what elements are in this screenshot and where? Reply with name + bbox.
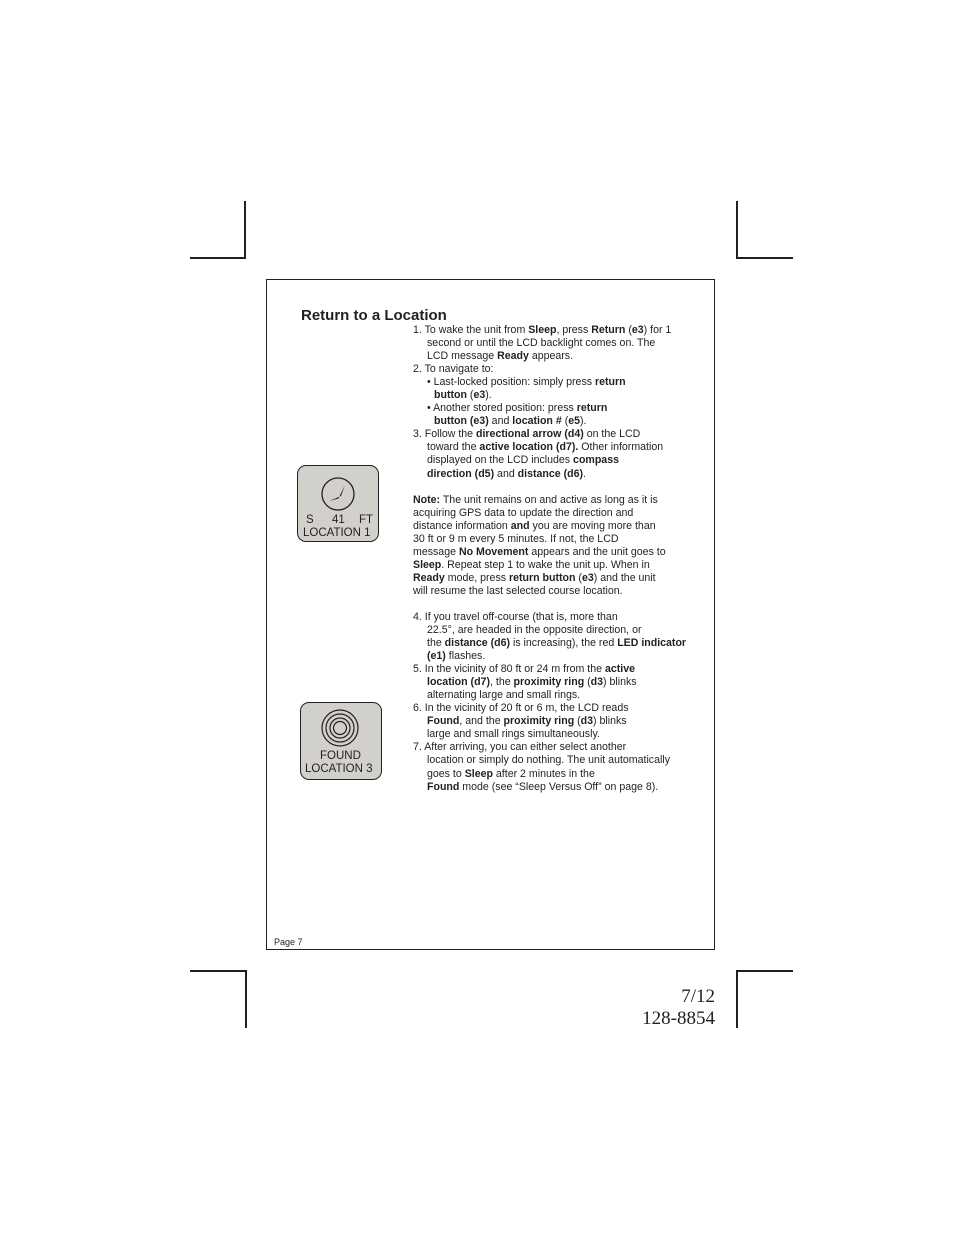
text-line: LCD message Ready appears. xyxy=(427,350,574,363)
text-line: large and small rings simultaneously. xyxy=(427,728,600,741)
bullet-last-locked xyxy=(413,376,705,402)
lcd-location: LOCATION 1 xyxy=(303,527,371,539)
crop-mark xyxy=(190,970,247,972)
lcd-found-screen xyxy=(300,702,382,780)
text-line: message No Movement appears and the unit goes to xyxy=(413,545,666,558)
text-line: location or simply do nothing. The unit automatically xyxy=(427,754,671,767)
step-7 xyxy=(413,741,705,793)
lcd-unit: FT xyxy=(359,514,374,526)
text-line: second or until the LCD backlight comes on. The xyxy=(427,337,656,350)
section-title: Return to a Location xyxy=(301,307,447,324)
text-line: button (e3). xyxy=(434,389,492,402)
lcd-found-location: LOCATION 3 xyxy=(305,763,373,775)
proximity-ring-icon xyxy=(320,708,360,748)
text-line: acquiring GPS data to update the direction and xyxy=(413,506,634,519)
crop-mark xyxy=(244,201,246,259)
text-line: the distance (d6) is increasing), the red LED indicator xyxy=(427,637,687,650)
text-line: Ready mode, press return button (e3) and the unit xyxy=(413,571,656,584)
text-line: 2. To navigate to: xyxy=(413,363,494,376)
print-code xyxy=(642,986,715,1030)
lcd-direction: S xyxy=(306,514,314,526)
step-4 xyxy=(413,611,705,663)
text-line: Found mode (see “Sleep Versus Off” on page 8). xyxy=(427,780,659,793)
text-line: 30 ft or 9 m every 5 minutes. If not, the LCD xyxy=(413,532,619,545)
text-line: 22.5°, are headed in the opposite direction, or xyxy=(427,623,642,636)
text-line: 4. If you travel off-course (that is, more than xyxy=(413,610,618,623)
part-number: 128-8854 xyxy=(642,1008,715,1029)
text-line: location (d7), the proximity ring (d3) blinks xyxy=(427,676,637,689)
text-line: distance information and you are moving more than xyxy=(413,519,656,532)
text-line: 1. To wake the unit from Sleep, press Return (e3) for 1 xyxy=(413,324,672,336)
text-line: Note: The unit remains on and active as long as it is xyxy=(413,493,658,506)
step-5 xyxy=(413,663,705,702)
note xyxy=(413,494,705,598)
text-line: alternating large and small rings. xyxy=(427,689,581,702)
crop-mark xyxy=(190,257,246,259)
step-2 xyxy=(413,363,705,376)
text-line: will resume the last selected course location. xyxy=(413,584,623,597)
text-line: 3. Follow the directional arrow (d4) on the LCD xyxy=(413,428,641,441)
direction-arrow-icon xyxy=(320,476,356,512)
text-line: • Last-locked position: simply press return xyxy=(427,376,626,389)
text-line: Found, and the proximity ring (d3) blinks xyxy=(427,715,627,728)
lcd-navigate-screen xyxy=(297,465,379,542)
text-line: • Another stored position: press return xyxy=(427,402,608,415)
text-line: 7. After arriving, you can either select another xyxy=(413,741,627,754)
text-line: direction (d5) and distance (d6). xyxy=(427,467,586,480)
instructions xyxy=(413,324,705,794)
lcd-distance: 41 xyxy=(332,514,345,526)
text-line: displayed on the LCD includes compass xyxy=(427,454,619,467)
text-line: Sleep. Repeat step 1 to wake the unit up. When in xyxy=(413,558,650,571)
lcd-found-status: FOUND xyxy=(320,750,361,762)
bullet-stored-position xyxy=(413,402,705,428)
text-line: toward the active location (d7). Other information xyxy=(427,441,664,454)
text-line: 5. In the vicinity of 80 ft or 24 m from the active xyxy=(413,663,635,676)
step-6 xyxy=(413,702,705,741)
text-line: button (e3) and location # (e5). xyxy=(434,415,587,428)
step-3 xyxy=(413,428,705,480)
print-date: 7/12 xyxy=(681,986,715,1007)
crop-mark xyxy=(736,970,738,1028)
text-line: 6. In the vicinity of 20 ft or 6 m, the LCD reads xyxy=(413,702,629,715)
crop-mark xyxy=(736,257,793,259)
text-line: goes to Sleep after 2 minutes in the xyxy=(427,767,595,780)
text-line: (e1) flashes. xyxy=(427,650,486,663)
step-1 xyxy=(413,324,705,363)
crop-mark xyxy=(245,970,247,1028)
page-number: Page 7 xyxy=(274,937,303,947)
crop-mark xyxy=(736,970,793,972)
crop-mark xyxy=(736,201,738,259)
